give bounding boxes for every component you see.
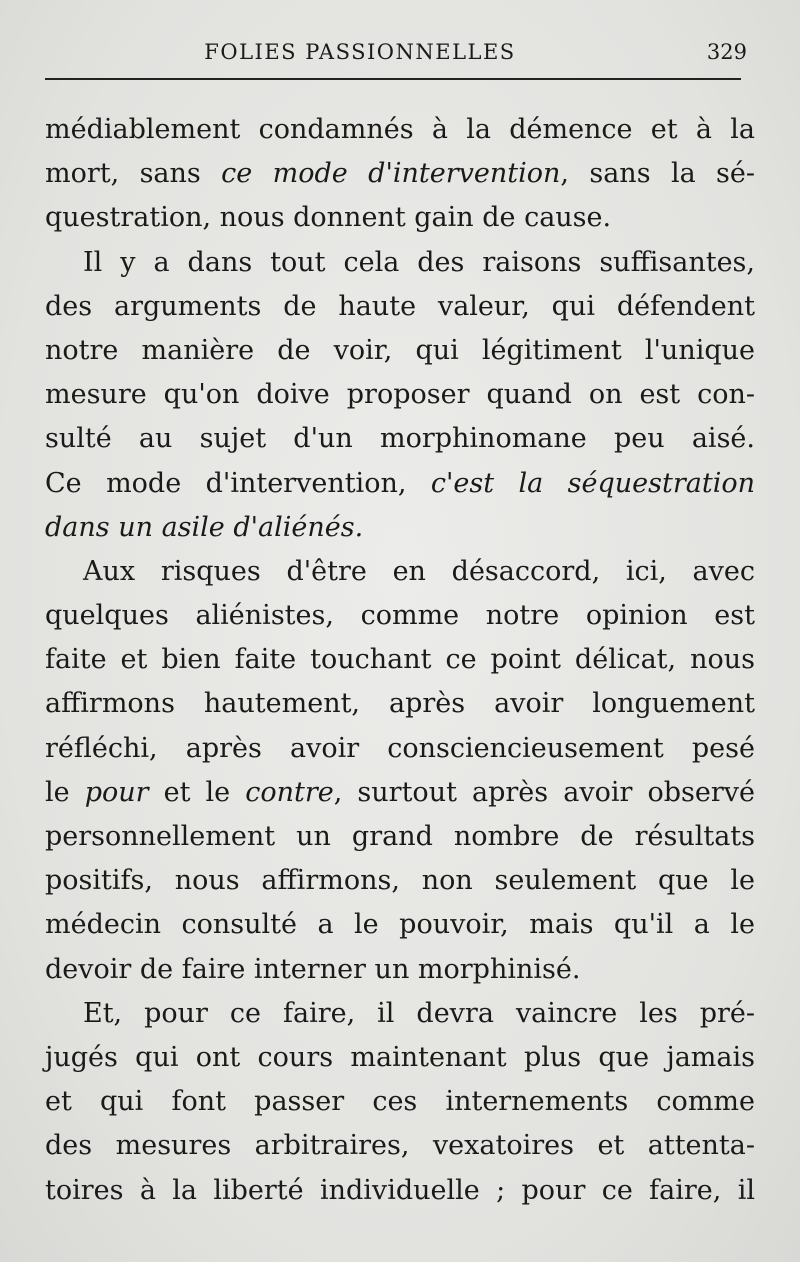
text-line bbox=[45, 462, 755, 506]
text-line bbox=[45, 241, 755, 285]
text-span: faite et bien faite touchant ce point délicat, nous bbox=[45, 644, 755, 676]
text-line bbox=[45, 1124, 755, 1168]
text-line bbox=[45, 1036, 755, 1080]
italic-span: pour bbox=[84, 776, 149, 808]
text-line bbox=[45, 417, 755, 461]
running-title: FOLIES PASSIONNELLES bbox=[204, 40, 516, 64]
text-line bbox=[45, 638, 755, 682]
text-span: et qui font passer ces internements comme bbox=[45, 1086, 755, 1118]
text-span: , sans la sé- bbox=[560, 158, 756, 190]
text-span: personnellement un grand nombre de résultats bbox=[45, 821, 755, 852]
text-line bbox=[45, 1169, 755, 1213]
italic-span: c'est la séquestration bbox=[430, 467, 756, 499]
text-span: des arguments de haute valeur, qui défendent bbox=[45, 290, 755, 322]
italic-span: ce mode d'intervention bbox=[221, 158, 561, 190]
text-line bbox=[45, 903, 755, 947]
text-line bbox=[45, 329, 755, 373]
text-line bbox=[45, 550, 755, 594]
text-span: réfléchi, après avoir consciencieusement pesé bbox=[45, 732, 755, 764]
text-span: Il y a dans tout cela des raisons suffisantes, bbox=[83, 246, 755, 278]
text-line bbox=[45, 682, 755, 726]
text-span: quelques aliénistes, comme notre opinion est bbox=[45, 600, 755, 632]
text-span: mort, sans bbox=[45, 158, 222, 190]
text-span: Aux risques d'être en désaccord, ici, avec bbox=[83, 555, 755, 587]
text-line bbox=[45, 594, 755, 638]
text-span: sulté au sujet d'un morphinomane peu aisé. bbox=[45, 423, 755, 455]
text-span: devoir de faire interner un morphinisé. bbox=[45, 953, 581, 985]
running-head bbox=[45, 34, 755, 74]
text-span: jugés qui ont cours maintenant plus que jamais bbox=[45, 1041, 755, 1073]
text-span: toires à la liberté individuelle ; pour ce faire, il bbox=[45, 1174, 755, 1206]
text-line bbox=[45, 373, 755, 417]
text-line bbox=[45, 196, 755, 240]
header-rule bbox=[45, 78, 741, 80]
text-line bbox=[45, 859, 755, 903]
text-span: mesure qu'on doive proposer quand on est con- bbox=[45, 379, 755, 411]
text-span: Et, pour ce faire, il devra vaincre les pré- bbox=[83, 997, 755, 1029]
text-line bbox=[45, 948, 755, 992]
text-span: affirmons hautement, après avoir longuement bbox=[45, 688, 755, 720]
text-line bbox=[45, 815, 755, 859]
text-span: notre manière de voir, qui légitiment l'unique bbox=[45, 334, 755, 366]
text-line bbox=[45, 992, 755, 1036]
text-span: Ce mode d'intervention, bbox=[45, 467, 431, 499]
body-text bbox=[45, 108, 755, 1213]
text-line bbox=[45, 152, 755, 196]
text-line bbox=[45, 771, 755, 815]
italic-span: contre bbox=[245, 776, 334, 808]
text-span: le bbox=[45, 776, 85, 808]
text-span: positifs, nous affirmons, non seulement que le bbox=[45, 865, 755, 897]
text-line bbox=[45, 727, 755, 771]
text-span: médecin consulté a le pouvoir, mais qu'il a le bbox=[45, 909, 755, 941]
text-line bbox=[45, 285, 755, 329]
text-span: questration, nous donnent gain de cause. bbox=[45, 202, 612, 234]
text-span: des mesures arbitraires, vexatoires et attenta- bbox=[45, 1130, 755, 1162]
text-line bbox=[45, 108, 755, 152]
italic-span: dans un asile d'aliénés. bbox=[45, 511, 364, 543]
text-line bbox=[45, 506, 755, 550]
text-line bbox=[45, 1080, 755, 1124]
text-span: et le bbox=[148, 776, 246, 808]
page-number: 329 bbox=[706, 40, 747, 64]
text-span: , surtout après avoir observé bbox=[333, 776, 755, 808]
text-span: médiablement condamnés à la démence et à la bbox=[45, 114, 755, 145]
